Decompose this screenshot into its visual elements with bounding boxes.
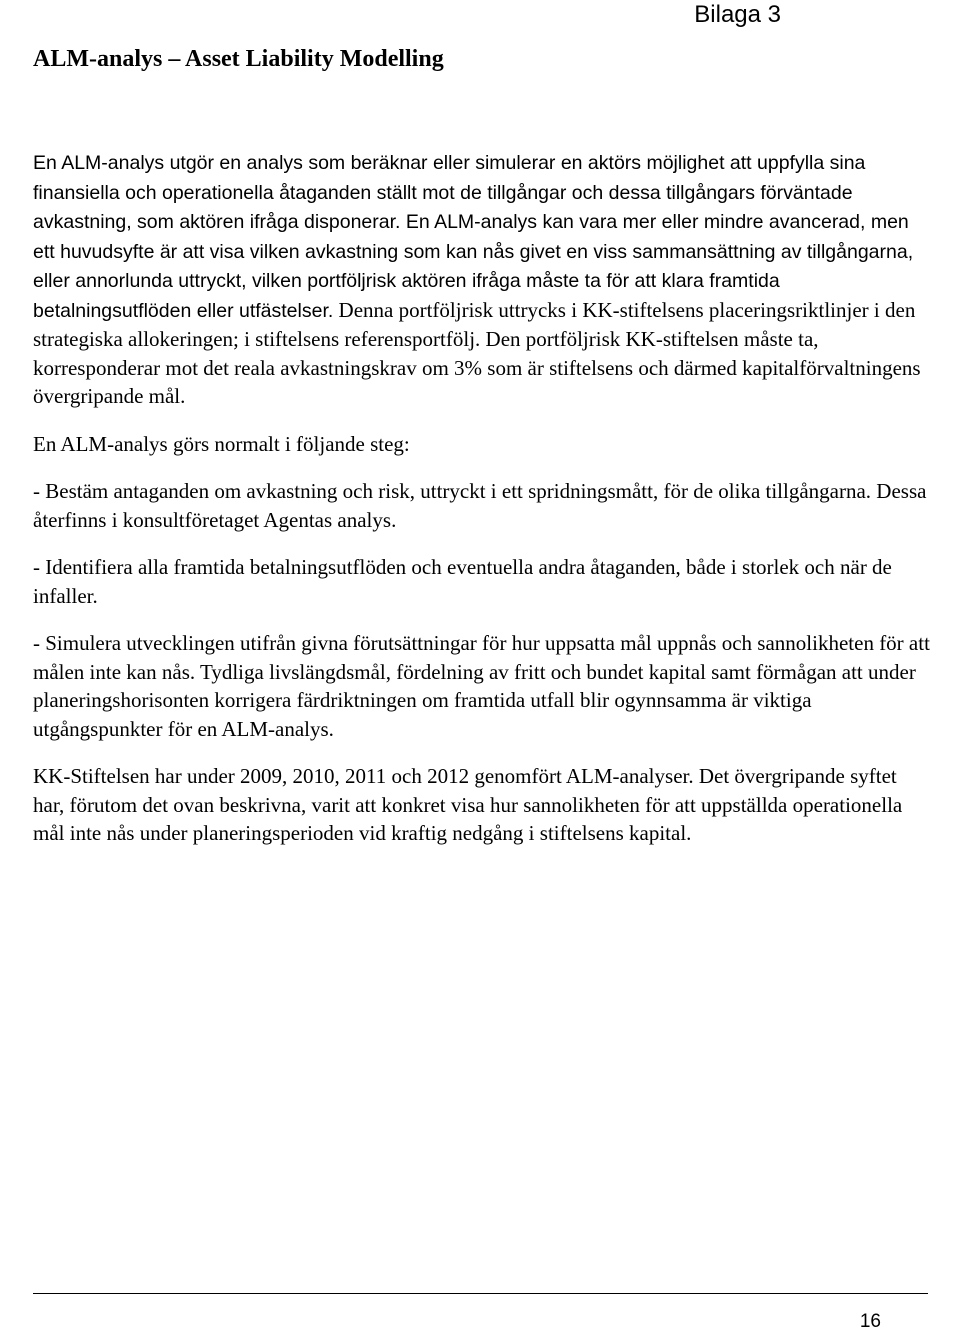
annex-label: Bilaga 3 (694, 1, 781, 28)
intro-text-serif: Denna portföljrisk uttrycks i KK-stiftelsens placeringsriktlinjer i den strategiska allokeringen; i stiftelsens referensportfölj. Den portföljrisk KK-stiftelsen måste ta, korresponderar mot det reala avkastningskrav om 3% som är stiftelsens och därmed kapitalförvaltningens övergripande mål. (33, 297, 921, 408)
page-number: 16 (859, 1311, 881, 1332)
intro-text-sans: En ALM-analys utgör en analys som beräknar eller simulerar en aktörs möjlighet att uppfylla sina finansiella och operationella åtaganden ställt mot de tillgångar och dessa tillgångars förväntade avkastning, som aktören ifråga disponerar. En ALM-analys kan vara mer eller mindre avancerad, men ett huvudsyfte är att visa vilken avkastning som kan nås givet en viss sammansättning av tillgångarna, eller annorlunda uttryckt, vilken portföljrisk aktören ifråga måste ta för att klara framtida betalningsutflöden eller utfästelser. (33, 152, 914, 322)
step-item-2: - Identifiera alla framtida betalningsutflöden och eventuella andra åtaganden, både i storlek och när de infaller. (33, 555, 892, 608)
intro-paragraph (33, 148, 933, 411)
conclusion-paragraph: KK-Stiftelsen har under 2009, 2010, 2011 och 2012 genomfört ALM-analyser. Det övergripande syftet har, förutom det ovan beskrivna, varit att konkret visa hur sannolikheten för att uppställda operationella mål inte nås under planeringsperioden vid kraftig nedgång i stiftelsens kapital. (33, 764, 903, 845)
steps-intro: En ALM-analys görs normalt i följande steg: (33, 431, 410, 456)
footer-divider (33, 1293, 928, 1294)
page-title: ALM-analys – Asset Liability Modelling (33, 46, 444, 72)
document-body (33, 148, 933, 867)
step-item-3: - Simulera utvecklingen utifrån givna förutsättningar för hur uppsatta mål uppnås och sannolikheten för att målen inte kan nås. Tydliga livslängdsmål, fördelning av fritt och bundet kapital samt förmågan att under planeringshorisonten korrigera färdriktningen om framtida utfall blir ogynnsamma är viktiga utgångspunkter för en ALM-analys. (33, 631, 930, 741)
step-item-1: - Bestäm antaganden om avkastning och risk, uttryckt i ett spridningsmått, för de olika tillgångarna. Dessa återfinns i konsultföretaget Agentas analys. (33, 479, 927, 532)
